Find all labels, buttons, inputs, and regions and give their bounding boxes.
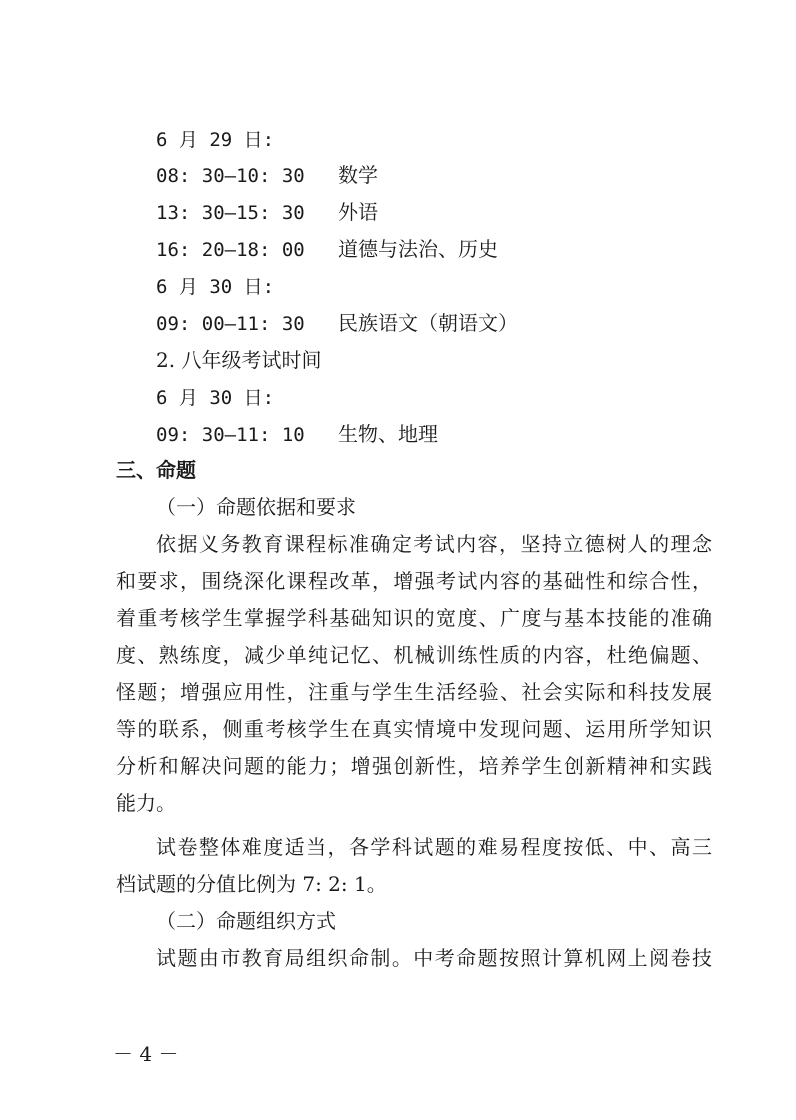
schedule-row bbox=[156, 420, 438, 449]
schedule-subject: 外语 bbox=[338, 200, 378, 224]
schedule-subject: 数学 bbox=[338, 163, 378, 187]
schedule-time: 6 月 29 日: bbox=[156, 129, 275, 151]
schedule-time: 6 月 30 日: bbox=[156, 387, 275, 409]
schedule-row bbox=[156, 309, 518, 338]
paragraph-line: 试题由市教育局组织命制。中考命题按照计算机网上阅卷技 bbox=[156, 946, 712, 970]
schedule-row bbox=[156, 235, 498, 264]
paragraph-line: 着重考核学生掌握学科基础知识的宽度、广度与基本技能的准确 bbox=[116, 606, 712, 630]
paragraph-line: 依据义务教育课程标准确定考试内容，坚持立德树人的理念 bbox=[156, 532, 712, 556]
paragraph-line: 能力。 bbox=[116, 791, 176, 815]
schedule-time: 16: 20—18: 00 bbox=[156, 239, 305, 261]
schedule-subject: 道德与法治、历史 bbox=[338, 237, 498, 261]
section-title: 三、命题 bbox=[116, 458, 196, 482]
schedule-date-line bbox=[156, 125, 338, 154]
subsection-title: （二）命题组织方式 bbox=[156, 909, 336, 933]
page-number: － 4 － bbox=[113, 1042, 179, 1066]
schedule-date-line bbox=[156, 383, 338, 412]
schedule-row bbox=[156, 161, 378, 190]
subsection-title: （一）命题依据和要求 bbox=[156, 495, 356, 519]
paragraph-line: 分析和解决问题的能力；增强创新性，培养学生创新精神和实践 bbox=[116, 754, 712, 778]
paragraph-line: 试卷整体难度适当，各学科试题的难易程度按低、中、高三 bbox=[156, 835, 712, 859]
schedule-time: 09: 00—11: 30 bbox=[156, 313, 305, 335]
schedule-time: 6 月 30 日: bbox=[156, 276, 275, 298]
schedule-time: 08: 30—10: 30 bbox=[156, 165, 305, 187]
paragraph-line: 等的联系，侧重考核学生在真实情境中发现问题、运用所学知识 bbox=[116, 717, 712, 741]
schedule-row bbox=[156, 198, 378, 227]
schedule-date-line bbox=[156, 272, 338, 301]
grade8-heading: 2. 八年级考试时间 bbox=[156, 348, 322, 372]
paragraph-line: 怪题；增强应用性，注重与学生生活经验、社会实际和科技发展 bbox=[116, 680, 712, 704]
schedule-subject: 民族语文（朝语文） bbox=[338, 311, 518, 335]
schedule-subject: 生物、地理 bbox=[338, 422, 438, 446]
paragraph-line: 度、熟练度，减少单纯记忆、机械训练性质的内容，杜绝偏题、 bbox=[116, 643, 712, 667]
schedule-time: 13: 30—15: 30 bbox=[156, 202, 305, 224]
schedule-time: 09: 30—11: 10 bbox=[156, 424, 305, 446]
paragraph-line: 和要求，围绕深化课程改革，增强考试内容的基础性和综合性， bbox=[116, 569, 712, 593]
paragraph-line: 档试题的分值比例为 7: 2: 1。 bbox=[116, 872, 387, 896]
